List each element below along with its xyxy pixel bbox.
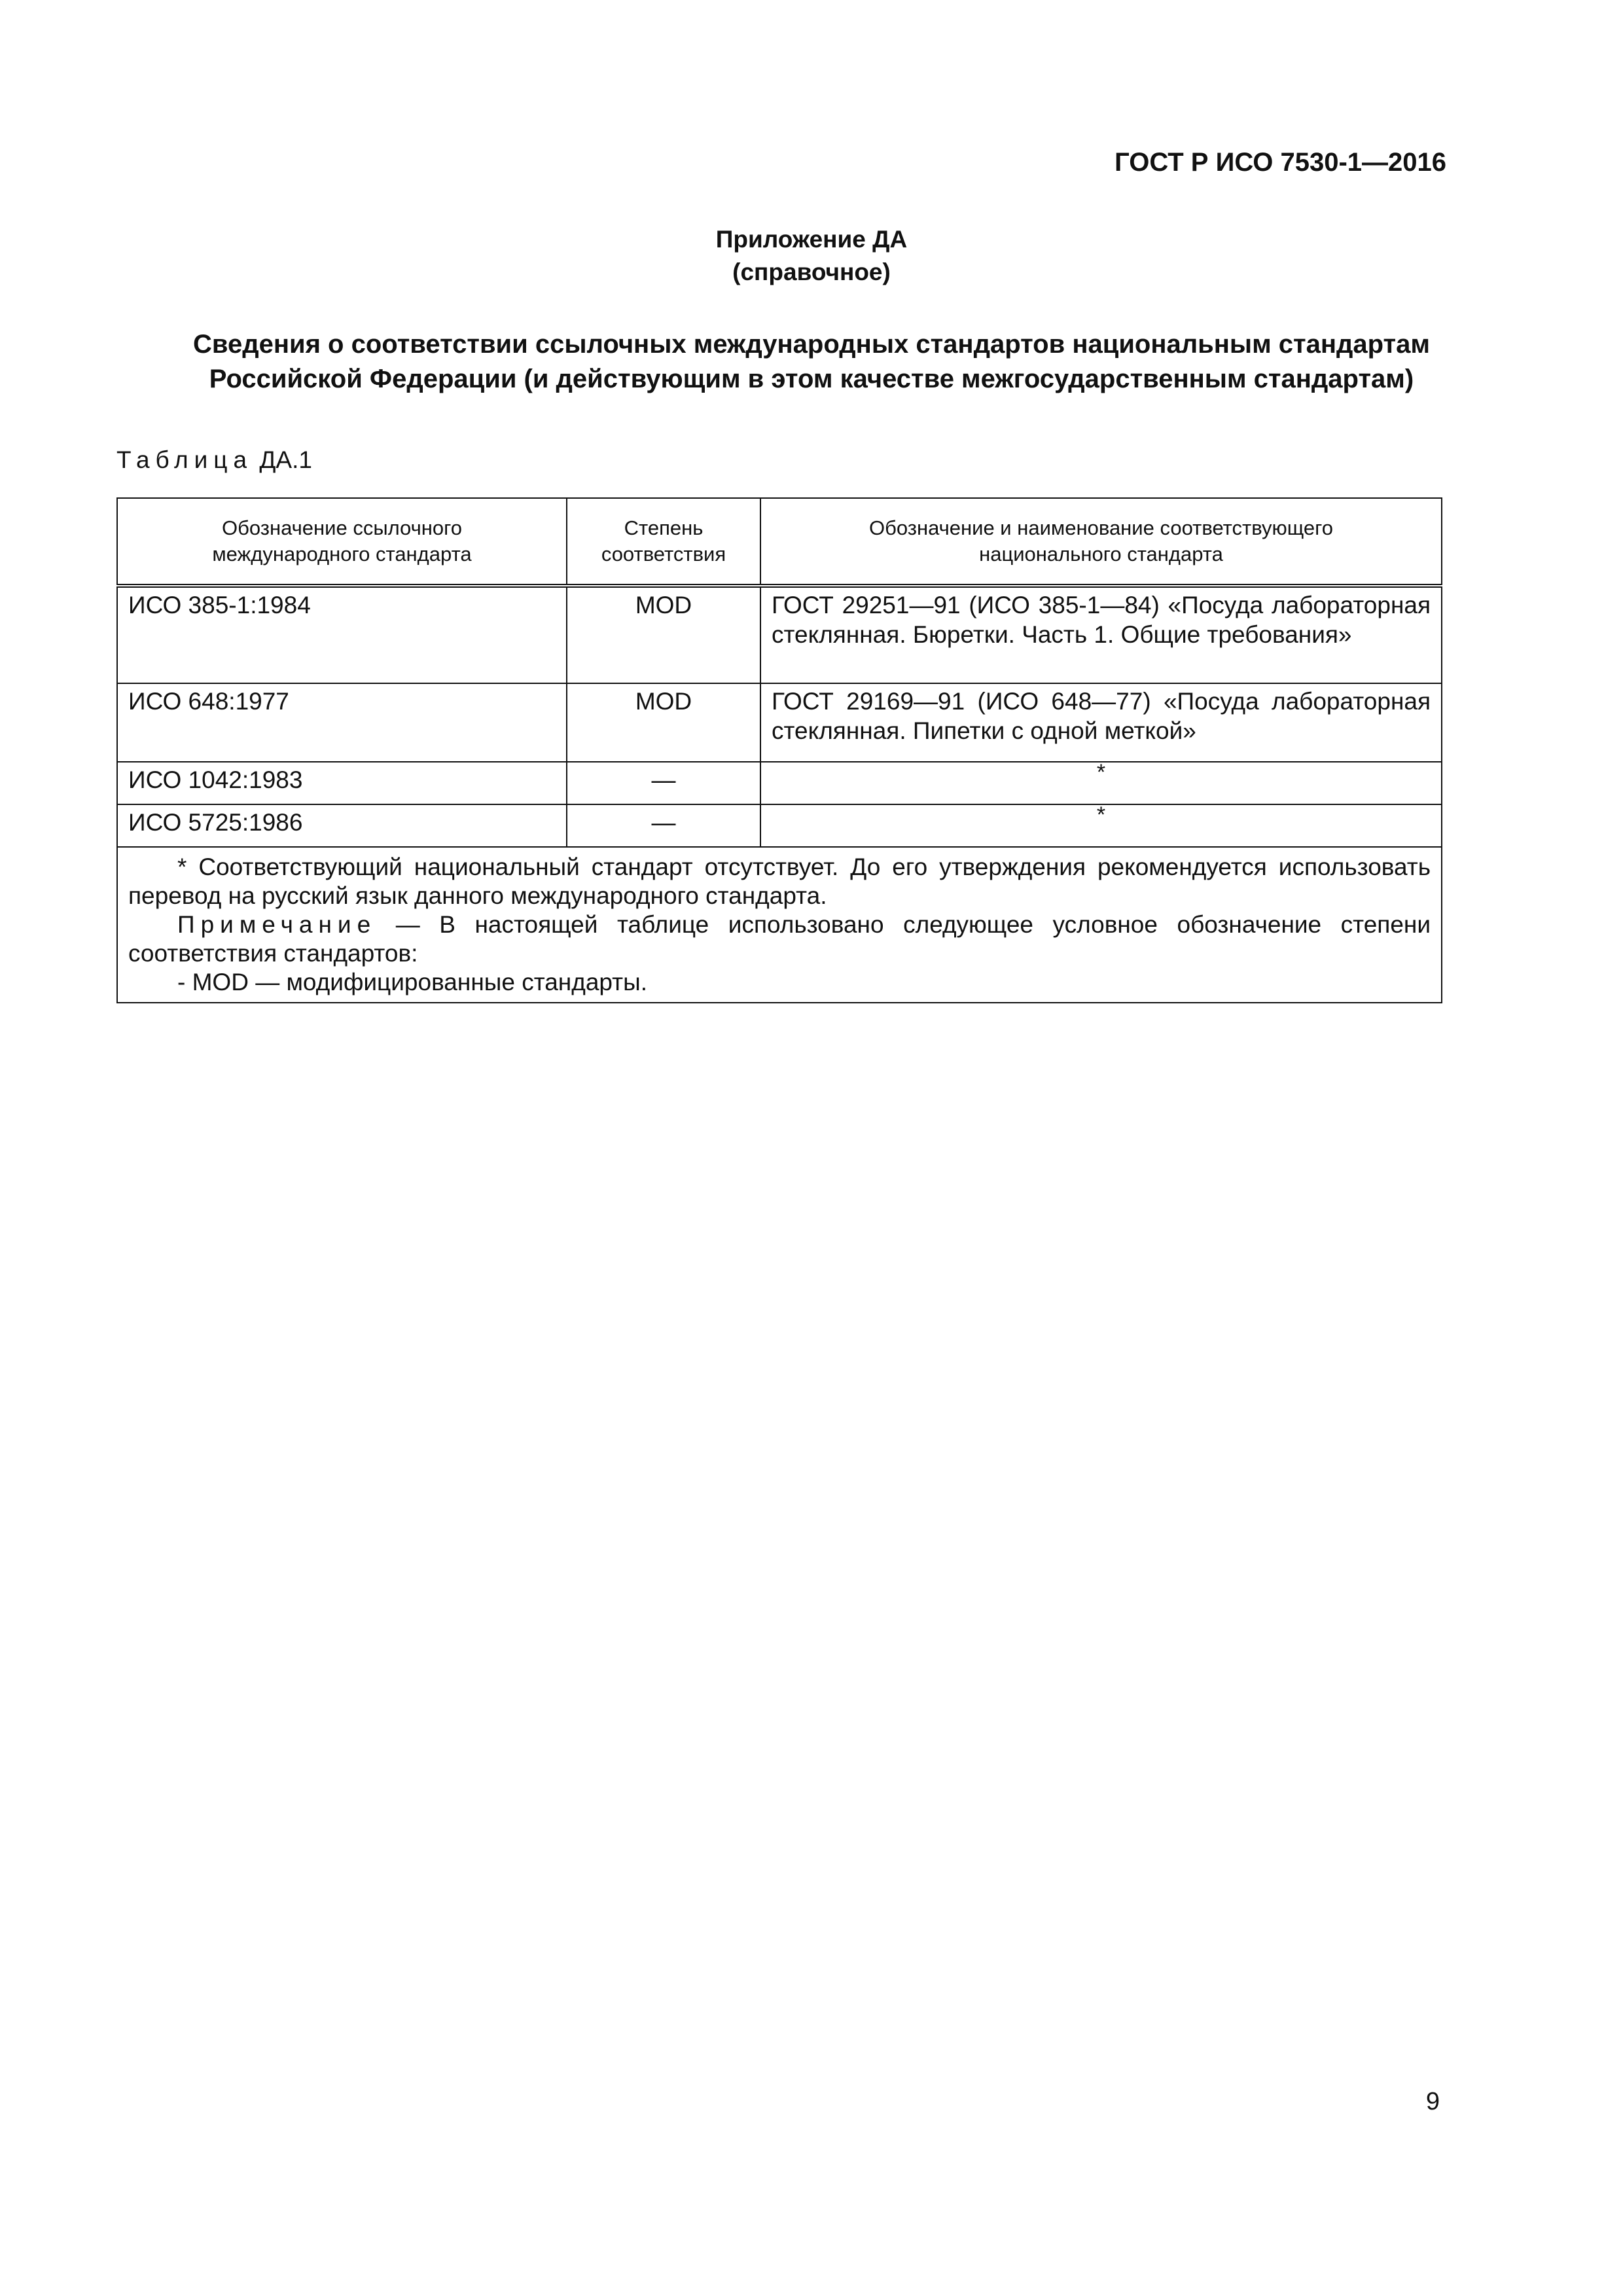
- table-label: [116, 446, 312, 474]
- header-reference-standard: [117, 498, 567, 586]
- header-col3-line2: национального стандарта: [979, 543, 1223, 565]
- reference-cell: ИСО 5725:1986: [117, 804, 567, 847]
- appendix-heading-line-1: Сведения о соответствии ссылочных международных стандартов национальным стандартам: [193, 330, 1430, 359]
- national-standard-cell: *: [760, 804, 1442, 847]
- table-header-row: [117, 498, 1442, 586]
- note-word: Примечание: [177, 911, 377, 938]
- table-label-word: Таблица: [116, 446, 253, 473]
- correspondence-table: [116, 497, 1442, 1003]
- header-col3-line1: Обозначение и наименование соответствующего: [868, 516, 1334, 539]
- degree-cell: —: [567, 762, 760, 804]
- reference-cell: ИСО 648:1977: [117, 683, 567, 762]
- header-col1-line1: Обозначение ссылочного: [222, 516, 462, 539]
- reference-cell: ИСО 385-1:1984: [117, 586, 567, 683]
- document-code: ГОСТ Р ИСО 7530-1—2016: [1115, 148, 1446, 177]
- table-footnote: * Соответствующий национальный стандарт отсутствует. До его утверждения рекомендуется использовать перевод на русский язык данного международного стандарта.: [128, 853, 1431, 909]
- header-col2-line2: соответствия: [601, 543, 726, 565]
- table-label-id: ДА.1: [259, 446, 312, 473]
- reference-cell: ИСО 1042:1983: [117, 762, 567, 804]
- note-text: — В настоящей таблице использовано следующее условное обозначение степени соответствия стандартов:: [128, 911, 1431, 967]
- appendix-heading: [105, 327, 1518, 397]
- table-note-item: - MOD — модифицированные стандарты.: [177, 969, 647, 996]
- table-row: [117, 586, 1442, 683]
- degree-cell: —: [567, 804, 760, 847]
- table-row: [117, 762, 1442, 804]
- appendix-subtitle: (справочное): [732, 259, 891, 285]
- header-national-standard: [760, 498, 1442, 586]
- table-row: [117, 683, 1442, 762]
- header-degree: [567, 498, 760, 586]
- national-standard-cell: ГОСТ 29251—91 (ИСО 385-1—84) «Посуда лабораторная стеклянная. Бюретки. Часть 1. Общие требования»: [760, 586, 1442, 683]
- header-col1-line2: международного стандарта: [212, 543, 472, 565]
- appendix-heading-line-2: Российской Федерации (и действующим в этом качестве межгосударственным стандартам): [209, 365, 1414, 393]
- degree-cell: MOD: [567, 586, 760, 683]
- national-standard-cell: *: [760, 762, 1442, 804]
- table-notes-cell: [117, 847, 1442, 1003]
- page-number: 9: [1425, 2088, 1440, 2115]
- table-row: [117, 804, 1442, 847]
- header-col2-line1: Степень: [624, 516, 704, 539]
- table-notes-row: [117, 847, 1442, 1003]
- degree-cell: MOD: [567, 683, 760, 762]
- national-standard-cell: ГОСТ 29169—91 (ИСО 648—77) «Посуда лабораторная стеклянная. Пипетки с одной меткой»: [760, 683, 1442, 762]
- table-note: [128, 910, 1431, 968]
- appendix-title: Приложение ДА: [715, 226, 908, 253]
